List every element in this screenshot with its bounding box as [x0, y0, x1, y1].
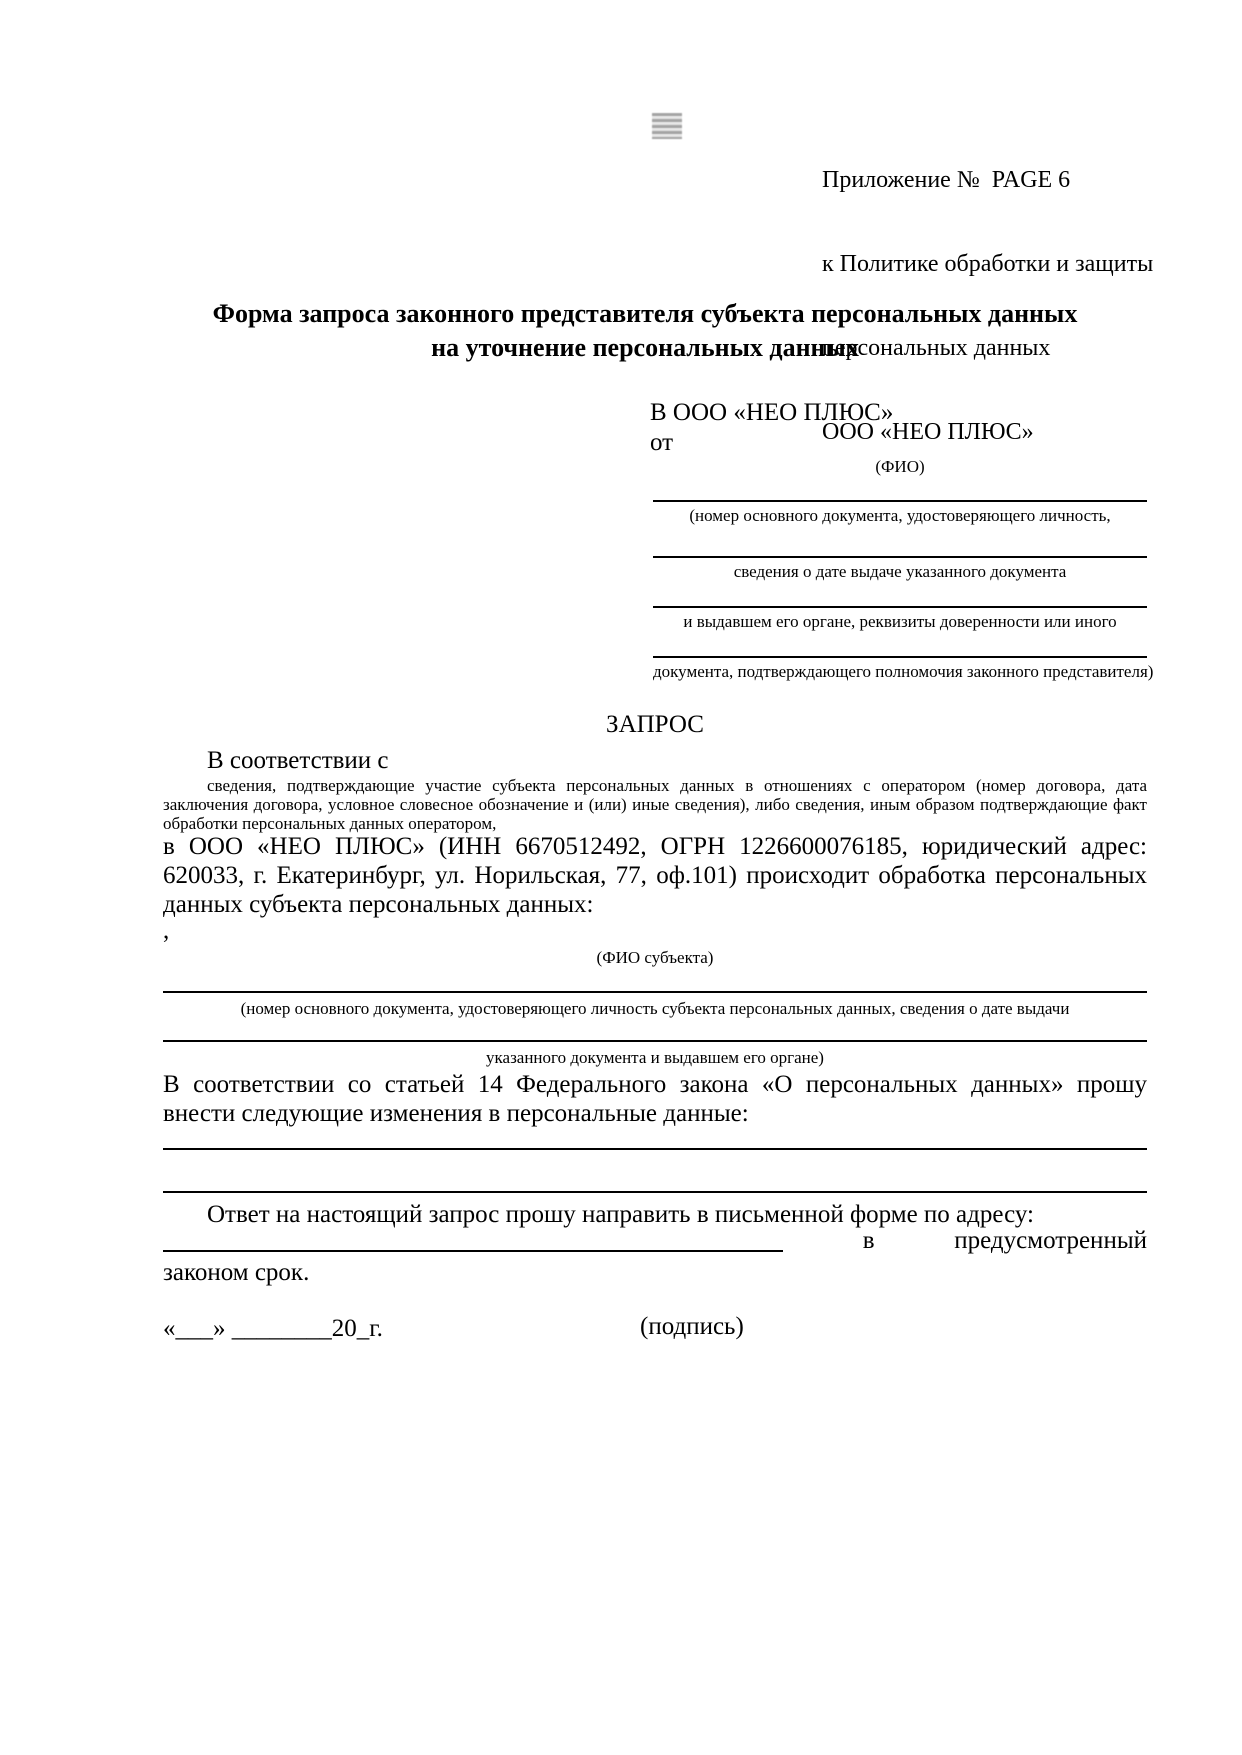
subject-doc-caption-2: указанного документа и выдавшем его органе)	[486, 1048, 824, 1067]
changes-fill-line-1	[163, 1148, 1147, 1150]
blurred-marker-icon	[652, 113, 682, 139]
signature-caption: (подпись)	[640, 1313, 744, 1340]
signature-row	[640, 1312, 1147, 1338]
subject-doc-caption-1: (номер основного документа, удостоверяющего личность субъекта персональных данных, сведения о дате выдачи	[240, 999, 1070, 1018]
reply-word-predusmotrenny: предусмотренный	[954, 1227, 1147, 1254]
subject-fio-comma: ,	[163, 917, 170, 944]
accordance-prefix: В соответствии с	[207, 747, 389, 774]
fine-print-note: сведения, подтверждающие участие субъекта персональных данных в отношениях с оператором (номер договора, дата заключения договора, условное словесное обозначение и (или) иные сведения), либо сведения, иным образом подтверждающие факт обработки персональных данных оператором,	[163, 776, 1147, 833]
form-title-line-1: Форма запроса законного представителя субъекта персональных данных	[212, 299, 1078, 328]
request-heading: ЗАПРОС	[606, 711, 704, 738]
reply-address-fill-line	[163, 1226, 783, 1252]
subject-doc-line-1	[163, 991, 1147, 993]
fio-caption: (ФИО)	[875, 457, 925, 476]
header-line-appendix: Приложение № PAGE 6	[822, 167, 1071, 193]
subject-fio-row	[163, 916, 1147, 944]
date-field: «___» ________20_г.	[163, 1315, 383, 1342]
from-label: от	[650, 429, 674, 456]
reply-tail: законом срок.	[163, 1259, 310, 1286]
rep-field-line-1	[653, 500, 1147, 502]
reply-word-v: в	[862, 1227, 875, 1254]
accordance-row	[163, 746, 1147, 772]
rep-field-caption-2: сведения о дате выдаче указанного документа	[733, 562, 1067, 581]
rep-field-line-3	[653, 606, 1147, 608]
reply-address-row	[163, 1226, 1147, 1252]
rep-field-line-2	[653, 556, 1147, 558]
rep-field-caption-4: документа, подтверждающего полномочия законного представителя)	[653, 662, 1154, 681]
subject-fio-caption: (ФИО субъекта)	[596, 948, 714, 967]
article14-paragraph: В соответствии со статьей 14 Федерального закона «О персональных данных» прошу внести следующие изменения в персональные данные:	[163, 1071, 1147, 1127]
form-title-line-2: на уточнение персональных данных	[431, 333, 859, 362]
operator-paragraph: в ООО «НЕО ПЛЮС» (ИНН 6670512492, ОГРН 1226600076185, юридический адрес: 620033, г. Екатеринбург, ул. Норильская, 77, оф.101) происходит обработка персональных данных субъекта персональных данных:	[163, 833, 1147, 918]
reply-paragraph: Ответ на настоящий запрос прошу направить в письменной форме по адресу:	[207, 1201, 1034, 1228]
changes-fill-line-2	[163, 1191, 1147, 1193]
header-line-personal-data: персональных данных	[822, 335, 1051, 361]
header-line-company: ООО «НЕО ПЛЮС»	[822, 419, 1034, 445]
rep-field-caption-3: и выдавшем его органе, реквизиты доверенности или иного	[683, 612, 1117, 631]
subject-doc-line-2	[163, 1040, 1147, 1042]
rep-field-caption-1: (номер основного документа, удостоверяющего личность,	[689, 506, 1111, 525]
rep-field-line-4	[653, 656, 1147, 658]
addressee-company: В ООО «НЕО ПЛЮС»	[650, 399, 894, 426]
form-title	[140, 297, 1150, 365]
from-row	[650, 428, 1147, 454]
header-line-policy: к Политике обработки и защиты	[822, 251, 1154, 277]
